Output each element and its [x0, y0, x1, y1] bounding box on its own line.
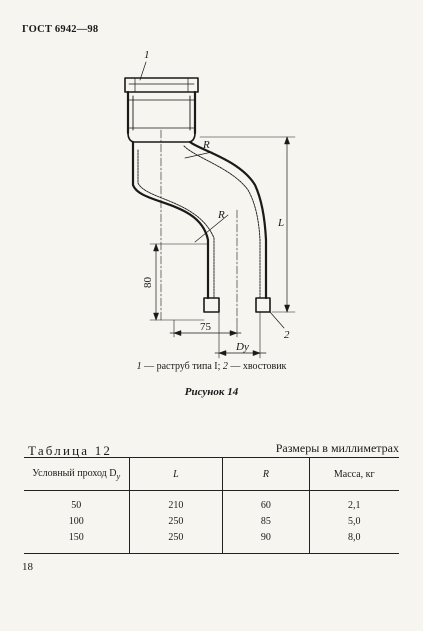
page-number: 18 [22, 561, 33, 573]
socket-body [128, 92, 195, 133]
spigot-left [204, 298, 219, 312]
col-header-R: R [223, 458, 309, 491]
cell-dn: 150 [24, 529, 129, 554]
col-header-L: L [129, 458, 223, 491]
table-units: Размеры в миллиметрах [275, 441, 399, 455]
legend-num-1: 1 [136, 361, 142, 372]
radius-top-label: R [203, 139, 210, 151]
table-row [24, 513, 399, 529]
spigot-right [256, 298, 270, 312]
cell-R: 85 [223, 513, 309, 529]
dimensions-table [24, 457, 399, 554]
table-caption: Таблица 12 [28, 443, 113, 458]
figure-caption: Рисунок 14 [184, 386, 239, 398]
col-header-dn-subscript: у [116, 471, 121, 481]
cell-mass: 8,0 [309, 529, 399, 554]
table-row [24, 491, 399, 514]
bend-left-wall [133, 142, 208, 298]
radius-mid-label: R [218, 209, 225, 221]
col-header-mass: Масса, кг [309, 458, 399, 491]
dim-75-label: 75 [200, 321, 211, 333]
dim-80-label: 80 [142, 277, 154, 288]
cell-R: 60 [223, 491, 309, 514]
callout-1: 1 [144, 49, 150, 61]
dim-L-label: L [278, 217, 285, 229]
cell-L: 250 [129, 529, 223, 554]
callout-2: 2 [284, 329, 290, 341]
table-row [24, 529, 399, 554]
standard-header: ГОСТ 6942—98 [22, 24, 99, 35]
legend-text-1: — раструб типа I; [141, 361, 223, 372]
legend-num-2: 2 [222, 361, 228, 372]
cell-mass: 2,1 [309, 491, 399, 514]
cell-dn: 50 [71, 499, 82, 511]
cell-R: 90 [223, 529, 309, 554]
figure-legend [0, 361, 423, 372]
socket-flange [125, 78, 198, 92]
dim-Dy-label: Dy [236, 341, 249, 353]
legend-text-2: — хвостовик [227, 361, 287, 372]
col-header-dn: Условный проход $D_у$ [24, 458, 129, 491]
table-header-row [24, 458, 399, 491]
cell-dn: 100 [68, 515, 84, 527]
cell-L: 250 [129, 513, 223, 529]
cell-mass: 5,0 [309, 513, 399, 529]
cell-L: 210 [129, 491, 223, 514]
